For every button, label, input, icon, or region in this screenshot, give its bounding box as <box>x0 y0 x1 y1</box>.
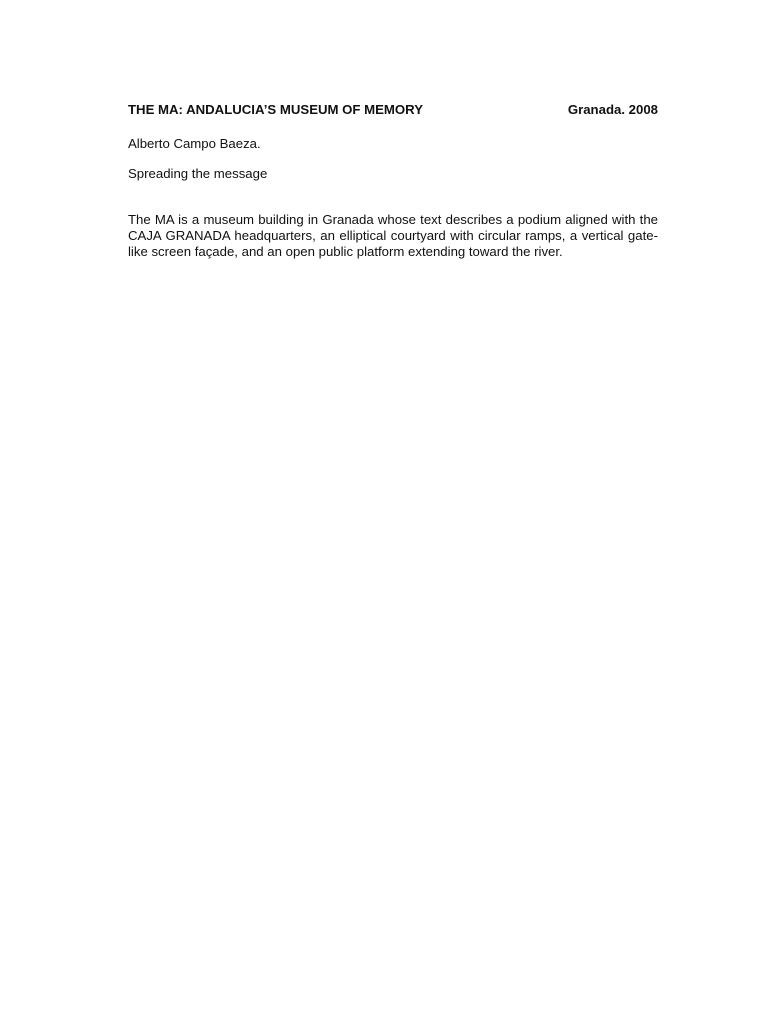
author-line: Alberto Campo Baeza. <box>128 136 261 151</box>
subtitle-line: Spreading the message <box>128 166 268 181</box>
document-place-date: Granada. 2008 <box>567 102 658 117</box>
title-row <box>128 102 658 118</box>
document-summary: The MA is a museum building in Granada whose text describes a podium aligned with the CAJA GRANADA headquarters, an elliptical courtyard with circular ramps, a vertical gate-like screen façade, and an open public platform extending toward the river. <box>128 212 658 259</box>
document-title: THE MA: ANDALUCIA’S MUSEUM OF MEMORY <box>128 102 423 117</box>
